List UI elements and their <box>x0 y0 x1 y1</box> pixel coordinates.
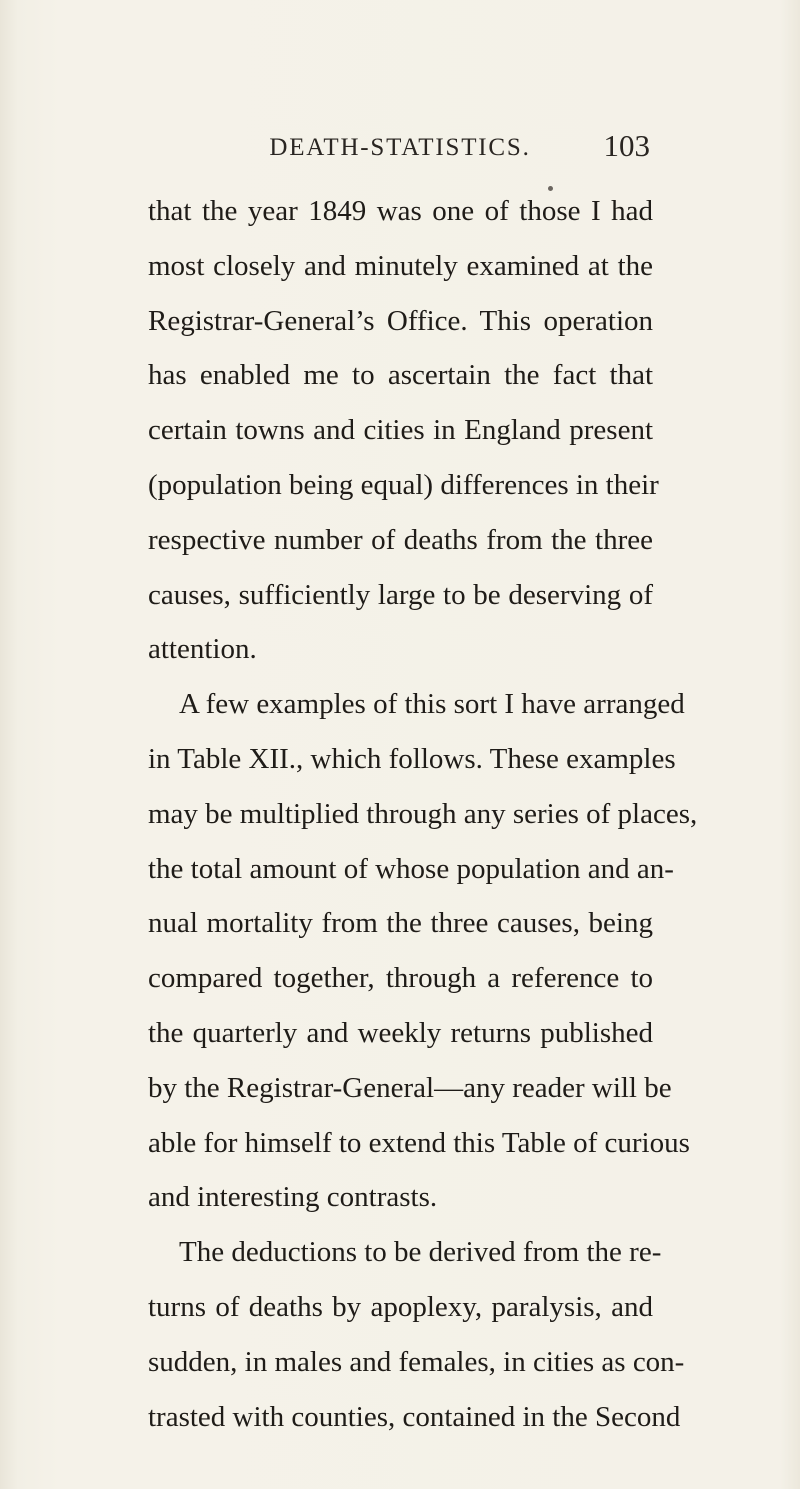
text-line: turns of deaths by apoplexy, paralysis, and <box>148 1290 653 1323</box>
text-line: trasted with counties, contained in the Second <box>148 1400 681 1433</box>
text-line: sudden, in males and females, in cities as con- <box>148 1345 685 1378</box>
text-line: and interesting contrasts. <box>148 1181 438 1214</box>
text-line: certain towns and cities in England present <box>148 414 653 447</box>
text-line: (population being equal) differences in their <box>148 468 659 501</box>
text-line: Registrar-General’s Office. This operation <box>148 304 653 337</box>
text-line: by the Registrar-General—any reader will be <box>148 1071 672 1104</box>
text-line: that the year 1849 was one of those I had <box>148 195 653 227</box>
text-line: the quarterly and weekly returns published <box>148 1016 653 1049</box>
text-line: respective number of deaths from the three <box>148 523 653 556</box>
text-line: in Table XII., which follows. These examples <box>148 742 676 775</box>
text-line: has enabled me to ascertain the fact that <box>148 359 653 392</box>
text-line: nual mortality from the three causes, being <box>148 907 653 940</box>
text-line: attention. <box>148 633 257 666</box>
text-line: A few examples of this sort I have arranged <box>179 688 685 721</box>
text-line: causes, sufficiently large to be deserving of <box>148 578 653 611</box>
text-line: able for himself to extend this Table of curious <box>148 1126 690 1159</box>
text-line: compared together, through a reference to <box>148 962 653 995</box>
text-line: The deductions to be derived from the re- <box>179 1236 662 1269</box>
running-title: DEATH-STATISTICS. <box>269 134 531 161</box>
text-line: most closely and minutely examined at the <box>148 249 653 282</box>
text-line: the total amount of whose population and an- <box>148 852 674 885</box>
text-line: may be multiplied through any series of places, <box>148 797 698 830</box>
body-text <box>148 184 698 1444</box>
page-number: 103 <box>603 128 650 163</box>
page-header <box>0 128 800 172</box>
